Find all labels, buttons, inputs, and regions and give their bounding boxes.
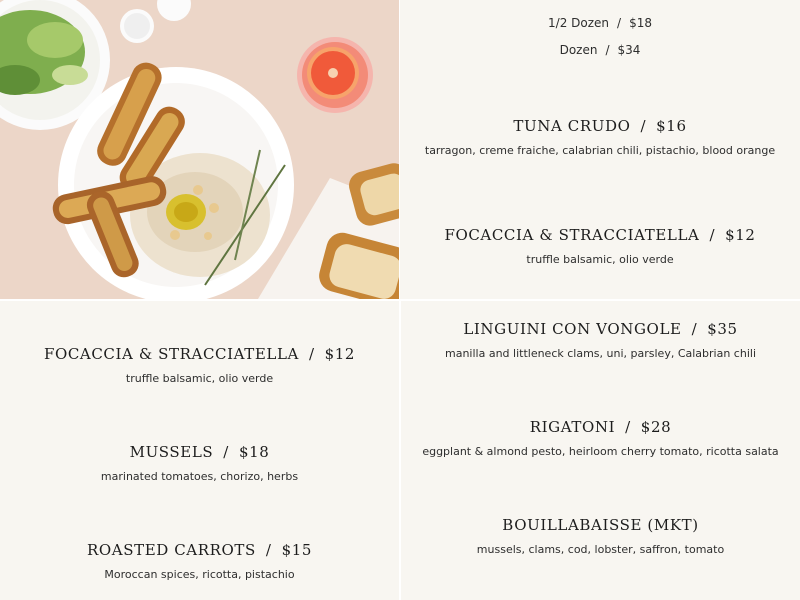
dish-price: $35 (707, 320, 738, 338)
dish-name: ROASTED CARROTS (86, 541, 256, 559)
dish-description: manilla and littleneck clams, uni, parsley, Calabrian chili (445, 347, 756, 360)
dish-title (401, 516, 800, 534)
dish-price: $28 (640, 418, 672, 436)
menu-item-rigatoni (401, 418, 800, 458)
dish-description: truffle balsamic, olio verde (125, 372, 274, 385)
oyster-price: $18 (629, 16, 652, 30)
dish-title (400, 226, 800, 244)
menu-item-linguini (401, 320, 800, 360)
separator: / (691, 320, 698, 338)
separator: / (625, 418, 631, 436)
separator: / (308, 345, 315, 363)
oyster-qty: 1/2 Dozen (548, 16, 610, 30)
dish-title (401, 418, 800, 436)
menu-item-tuna-crudo (400, 117, 800, 157)
menu-item-mussels (0, 443, 399, 483)
dish-description: tarragon, creme fraiche, calabrian chili, pistachio, blood orange (424, 144, 776, 157)
dish-name: LINGUINI CON VONGOLE (463, 320, 682, 338)
menu-item-roasted-carrots (0, 541, 399, 581)
oyster-half-dozen (400, 16, 800, 30)
food-photo (0, 0, 399, 299)
oyster-dozen (400, 43, 800, 57)
oyster-price: $34 (617, 43, 641, 57)
separator: / (709, 226, 716, 244)
dish-description: Moroccan spices, ricotta, pistachio (104, 568, 295, 581)
separator: / (640, 117, 647, 135)
dish-price: $15 (281, 541, 313, 559)
menu-item-bouillabaisse (401, 516, 800, 556)
dish-name: MUSSELS (129, 443, 214, 461)
dish-title (0, 443, 399, 461)
dish-title (0, 345, 399, 363)
dish-title (400, 117, 800, 135)
dish-price: $12 (725, 226, 756, 244)
separator: / (265, 541, 272, 559)
dish-name: FOCACCIA & STRACCIATELLA (444, 226, 700, 244)
dish-title (0, 541, 399, 559)
dish-price: $16 (656, 117, 687, 135)
dish-title (401, 320, 800, 338)
dish-description: eggplant & almond pesto, heirloom cherry tomato, ricotta salata (422, 445, 779, 458)
separator: / (605, 43, 610, 57)
dish-description: mussels, clams, cod, lobster, saffron, tomato (476, 543, 725, 556)
oyster-qty: Dozen (559, 43, 598, 57)
hummus-plate-photo-icon (0, 0, 399, 299)
dish-name: BOUILLABAISSE (MKT) (502, 516, 699, 534)
dish-name: FOCACCIA & STRACCIATELLA (43, 345, 299, 363)
separator: / (223, 443, 229, 461)
dish-price: $12 (324, 345, 356, 363)
dish-description: marinated tomatoes, chorizo, herbs (100, 470, 299, 483)
dish-price: $18 (238, 443, 270, 461)
menu-panel-top-right (399, 0, 800, 299)
menu-panel-bottom-right (399, 299, 800, 600)
separator: / (617, 16, 622, 30)
menu-item-focaccia (400, 226, 800, 266)
dish-description: truffle balsamic, olio verde (526, 253, 674, 266)
menu-item-focaccia (0, 345, 399, 385)
dish-name: TUNA CRUDO (513, 117, 631, 135)
dish-name: RIGATONI (529, 418, 616, 436)
menu-panel-bottom-left (0, 299, 399, 600)
